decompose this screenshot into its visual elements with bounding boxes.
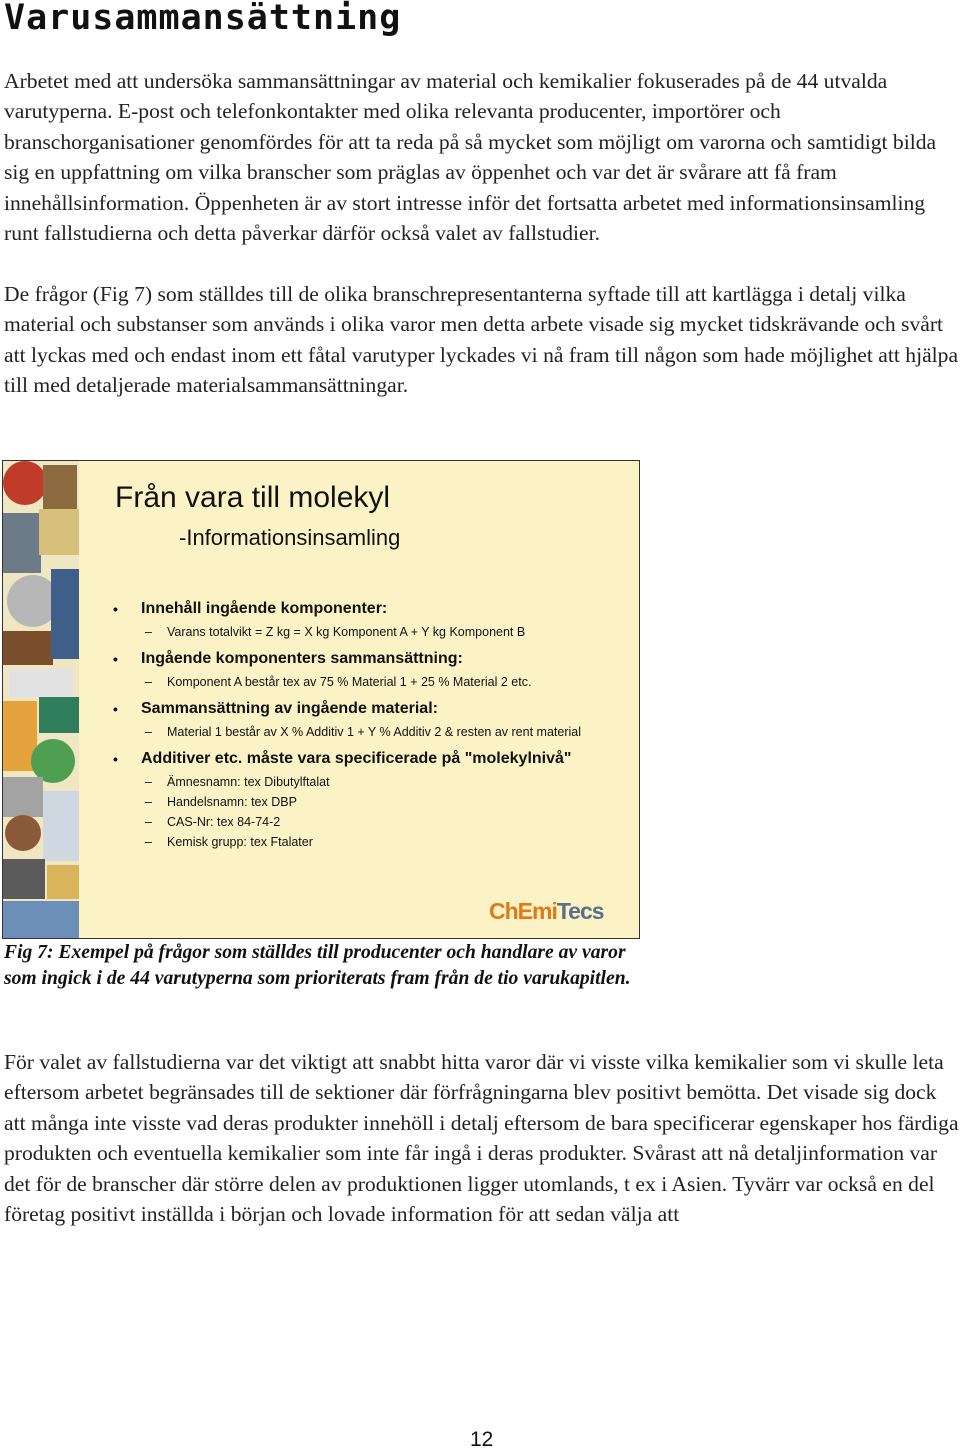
slide-bullet-list bbox=[109, 599, 609, 853]
chemitecs-logo bbox=[489, 898, 604, 925]
logo-part-1: ChEmi bbox=[489, 898, 557, 924]
sub-bullet-item: – Kemisk grupp: tex Ftalater bbox=[109, 833, 609, 851]
sub-bullet-item: – Ämnesnamn: tex Dibutylftalat bbox=[109, 773, 609, 791]
sub-bullet-item: – Handelsnamn: tex DBP bbox=[109, 793, 609, 811]
bullet-item: • Innehåll ingående komponenter: bbox=[109, 599, 609, 619]
logo-part-2: Tecs bbox=[556, 898, 604, 924]
page-number: 12 bbox=[470, 1428, 494, 1451]
body-paragraph-3: För valet av fallstudierna var det viktigt att snabbt hitta varor där vi visste vilka kemikalier som vi skulle leta eftersom arbetet begränsades till de sektioner där förfrågningarna blev positivt bemötta. Det visade sig dock att många inte visste vad deras produkter innehöll i detalj eftersom de bara specificerar egenskaper hos färdiga produkten och eventuella kemikalier som inte får ingå i deras produkter. Svårast att nå detaljinformation var det för de branscher där större delen av produktionen ligger utomlands, t ex i Asien. Tyvärr var också en del företag positivt inställda i början och lovade information för att sedan välja att bbox=[4, 1050, 959, 1227]
bullet-item: • Ingående komponenters sammansättning: bbox=[109, 649, 609, 669]
body-paragraph-1: Arbetet med att undersöka sammansättningar av material och kemikalier fokuserades på de 44 utvalda varutyperna. E-post och telefonkontakter med olika relevanta producenter, importörer och branschorganisationer genomfördes för att ta reda på så mycket som möjligt om varorna och samtidigt bilda sig en uppfattning om vilka branscher som präglas av öppenhet och var det är svårare att få fram innehållsinformation. Öppenheten är av stort intresse inför det fortsatta arbetet med informationsinsamling runt fallstudierna och detta påverkar därför också valet av fallstudier. bbox=[4, 69, 937, 246]
bullet-item: • Additiver etc. måste vara specificerade på "molekylnivå" bbox=[109, 749, 609, 769]
slide-subtitle: -Informationsinsamling bbox=[179, 525, 401, 550]
bullet-item: • Sammansättning av ingående material: bbox=[109, 699, 609, 719]
body-paragraph-2: De frågor (Fig 7) som ställdes till de olika branschrepresentanterna syftade till att kartlägga i detalj vilka material och substanser som används i olika varor men detta arbete visade sig mycket tidskrävande och svårt att lyckas med och endast inom ett fåtal varutyper lyckades vi nå fram till någon som hade möjlighet att hjälpa till med detaljerade materialsammansättningar. bbox=[4, 282, 959, 398]
figure-slide bbox=[2, 460, 640, 939]
product-collage-image bbox=[3, 461, 79, 938]
sub-bullet-item: – Komponent A består tex av 75 % Material 1 + 25 % Material 2 etc. bbox=[109, 673, 609, 691]
slide-title: Från vara till molekyl bbox=[115, 481, 391, 514]
sub-bullet-item: – Varans totalvikt = Z kg = X kg Komponent A + Y kg Komponent B bbox=[109, 623, 609, 641]
figure-caption: Fig 7: Exempel på frågor som ställdes till producenter och handlare av varor som ingick i de 44 varutyperna som prioriterats fram från de tio varukapitlen. bbox=[4, 942, 631, 989]
sub-bullet-item: – CAS-Nr: tex 84-74-2 bbox=[109, 813, 609, 831]
sub-bullet-item: – Material 1 består av X % Additiv 1 + Y % Additiv 2 & resten av rent material bbox=[109, 723, 609, 741]
page-heading: Varusammansättning bbox=[4, 0, 402, 38]
